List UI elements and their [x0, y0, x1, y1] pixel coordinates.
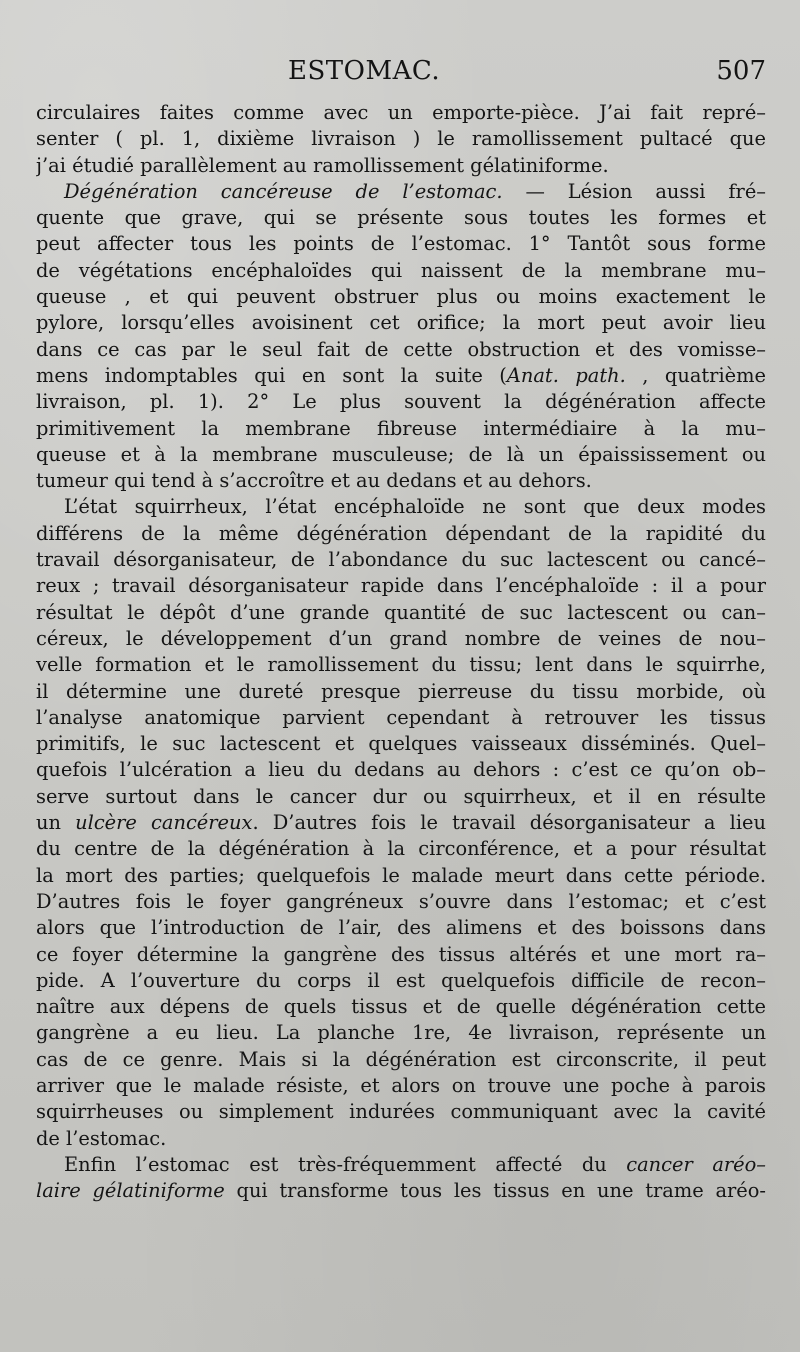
- running-title: ESTOMAC.: [288, 56, 441, 86]
- text-line: la mort des parties; quelquefois le malade meurt dans cette période.: [36, 863, 766, 887]
- text-line: queuse , et qui peuvent obstruer plus ou moins exactement le: [36, 285, 766, 309]
- text-line: gangrène a eu lieu. La planche 1re, 4e livraison, représente un: [36, 1021, 766, 1045]
- text-line: primitifs, le suc lactescent et quelques vaisseaux disséminés. Quel–: [36, 732, 766, 756]
- text-line: cas de ce genre. Mais si la dégénération est circonscrite, il peut: [36, 1047, 766, 1071]
- text-line: du centre de la dégénération à la circonférence, et a pour résultat: [36, 837, 766, 861]
- text-line: squirrheuses ou simplement indurées communiquant avec la cavité: [36, 1100, 766, 1124]
- text-line: velle formation et le ramollissement du tissu; lent dans le squirrhe,: [36, 653, 766, 677]
- body-text: [36, 100, 766, 1204]
- page-header: [36, 56, 766, 96]
- text-line: tumeur qui tend à s’accroître et au dedans et au dehors.: [36, 469, 592, 493]
- text-line: l’analyse anatomique parvient cependant à retrouver les tissus: [36, 705, 766, 729]
- text-line: reux ; travail désorganisateur rapide dans l’encéphaloïde : il a pour: [36, 574, 766, 598]
- text-line: pide. A l’ouverture du corps il est quelquefois difficile de recon–: [36, 968, 766, 992]
- text-line-section-heading: Dégénération cancéreuse de l’estomac. — Lésion aussi fré–: [64, 179, 766, 203]
- text-line: primitivement la membrane fibreuse intermédiaire à la mu–: [36, 416, 766, 440]
- text-line: céreux, le développement d’un grand nombre de veines de nou–: [36, 626, 766, 650]
- text-line: mens indomptables qui en sont la suite (Anat. path. , quatrième: [36, 363, 766, 387]
- text-line: L’état squirrheux, l’état encéphaloïde ne sont que deux modes: [64, 495, 766, 519]
- text-line: il détermine une dureté presque pierreuse du tissu morbide, où: [36, 679, 766, 703]
- text-line: D’autres fois le foyer gangréneux s’ouvre dans l’estomac; et c’est: [36, 889, 766, 913]
- text-line: Enfin l’estomac est très-fréquemment affecté du cancer aréo–: [64, 1152, 766, 1176]
- text-line: un ulcère cancéreux. D’autres fois le travail désorganisateur a lieu: [36, 811, 766, 835]
- text-line: senter ( pl. 1, dixième livraison ) le ramollissement pultacé que: [36, 127, 766, 151]
- page-number: 507: [716, 56, 766, 86]
- text-line: j’ai étudié parallèlement au ramollissement gélatiniforme.: [36, 153, 609, 177]
- text-line: différens de la même dégénération dépendant de la rapidité du: [36, 521, 766, 545]
- text-line: queuse et à la membrane musculeuse; de là un épaississement ou: [36, 442, 766, 466]
- text-line: de l’estomac.: [36, 1126, 167, 1150]
- text-line: laire gélatiniforme qui transforme tous les tissus en une trame aréo-: [36, 1179, 766, 1203]
- text-line: arriver que le malade résiste, et alors on trouve une poche à parois: [36, 1073, 766, 1097]
- text-line: ce foyer détermine la gangrène des tissus altérés et une mort ra–: [36, 942, 766, 966]
- text-line: quente que grave, qui se présente sous toutes les formes et: [36, 206, 766, 230]
- text-line: pylore, lorsqu’elles avoisinent cet orifice; la mort peut avoir lieu: [36, 311, 766, 335]
- text-line: serve surtout dans le cancer dur ou squirrheux, et il en résulte: [36, 784, 766, 808]
- text-line: quefois l’ulcération a lieu du dedans au dehors : c’est ce qu’on ob–: [36, 758, 766, 782]
- text-line: travail désorganisateur, de l’abondance du suc lactescent ou cancé–: [36, 548, 766, 572]
- text-line: dans ce cas par le seul fait de cette obstruction et des vomisse–: [36, 337, 766, 361]
- text-line: de végétations encéphaloïdes qui naissent de la membrane mu–: [36, 258, 766, 282]
- text-line: peut affecter tous les points de l’estomac. 1° Tantôt sous forme: [36, 232, 766, 256]
- text-line: livraison, pl. 1). 2° Le plus souvent la dégénération affecte: [36, 390, 766, 414]
- text-line: résultat le dépôt d’une grande quantité de suc lactescent ou can–: [36, 600, 766, 624]
- text-line: alors que l’introduction de l’air, des alimens et des boissons dans: [36, 916, 766, 940]
- text-line: circulaires faites comme avec un emporte-pièce. J’ai fait repré–: [36, 101, 766, 124]
- text-line: naître aux dépens de quels tissus et de quelle dégénération cette: [36, 995, 766, 1019]
